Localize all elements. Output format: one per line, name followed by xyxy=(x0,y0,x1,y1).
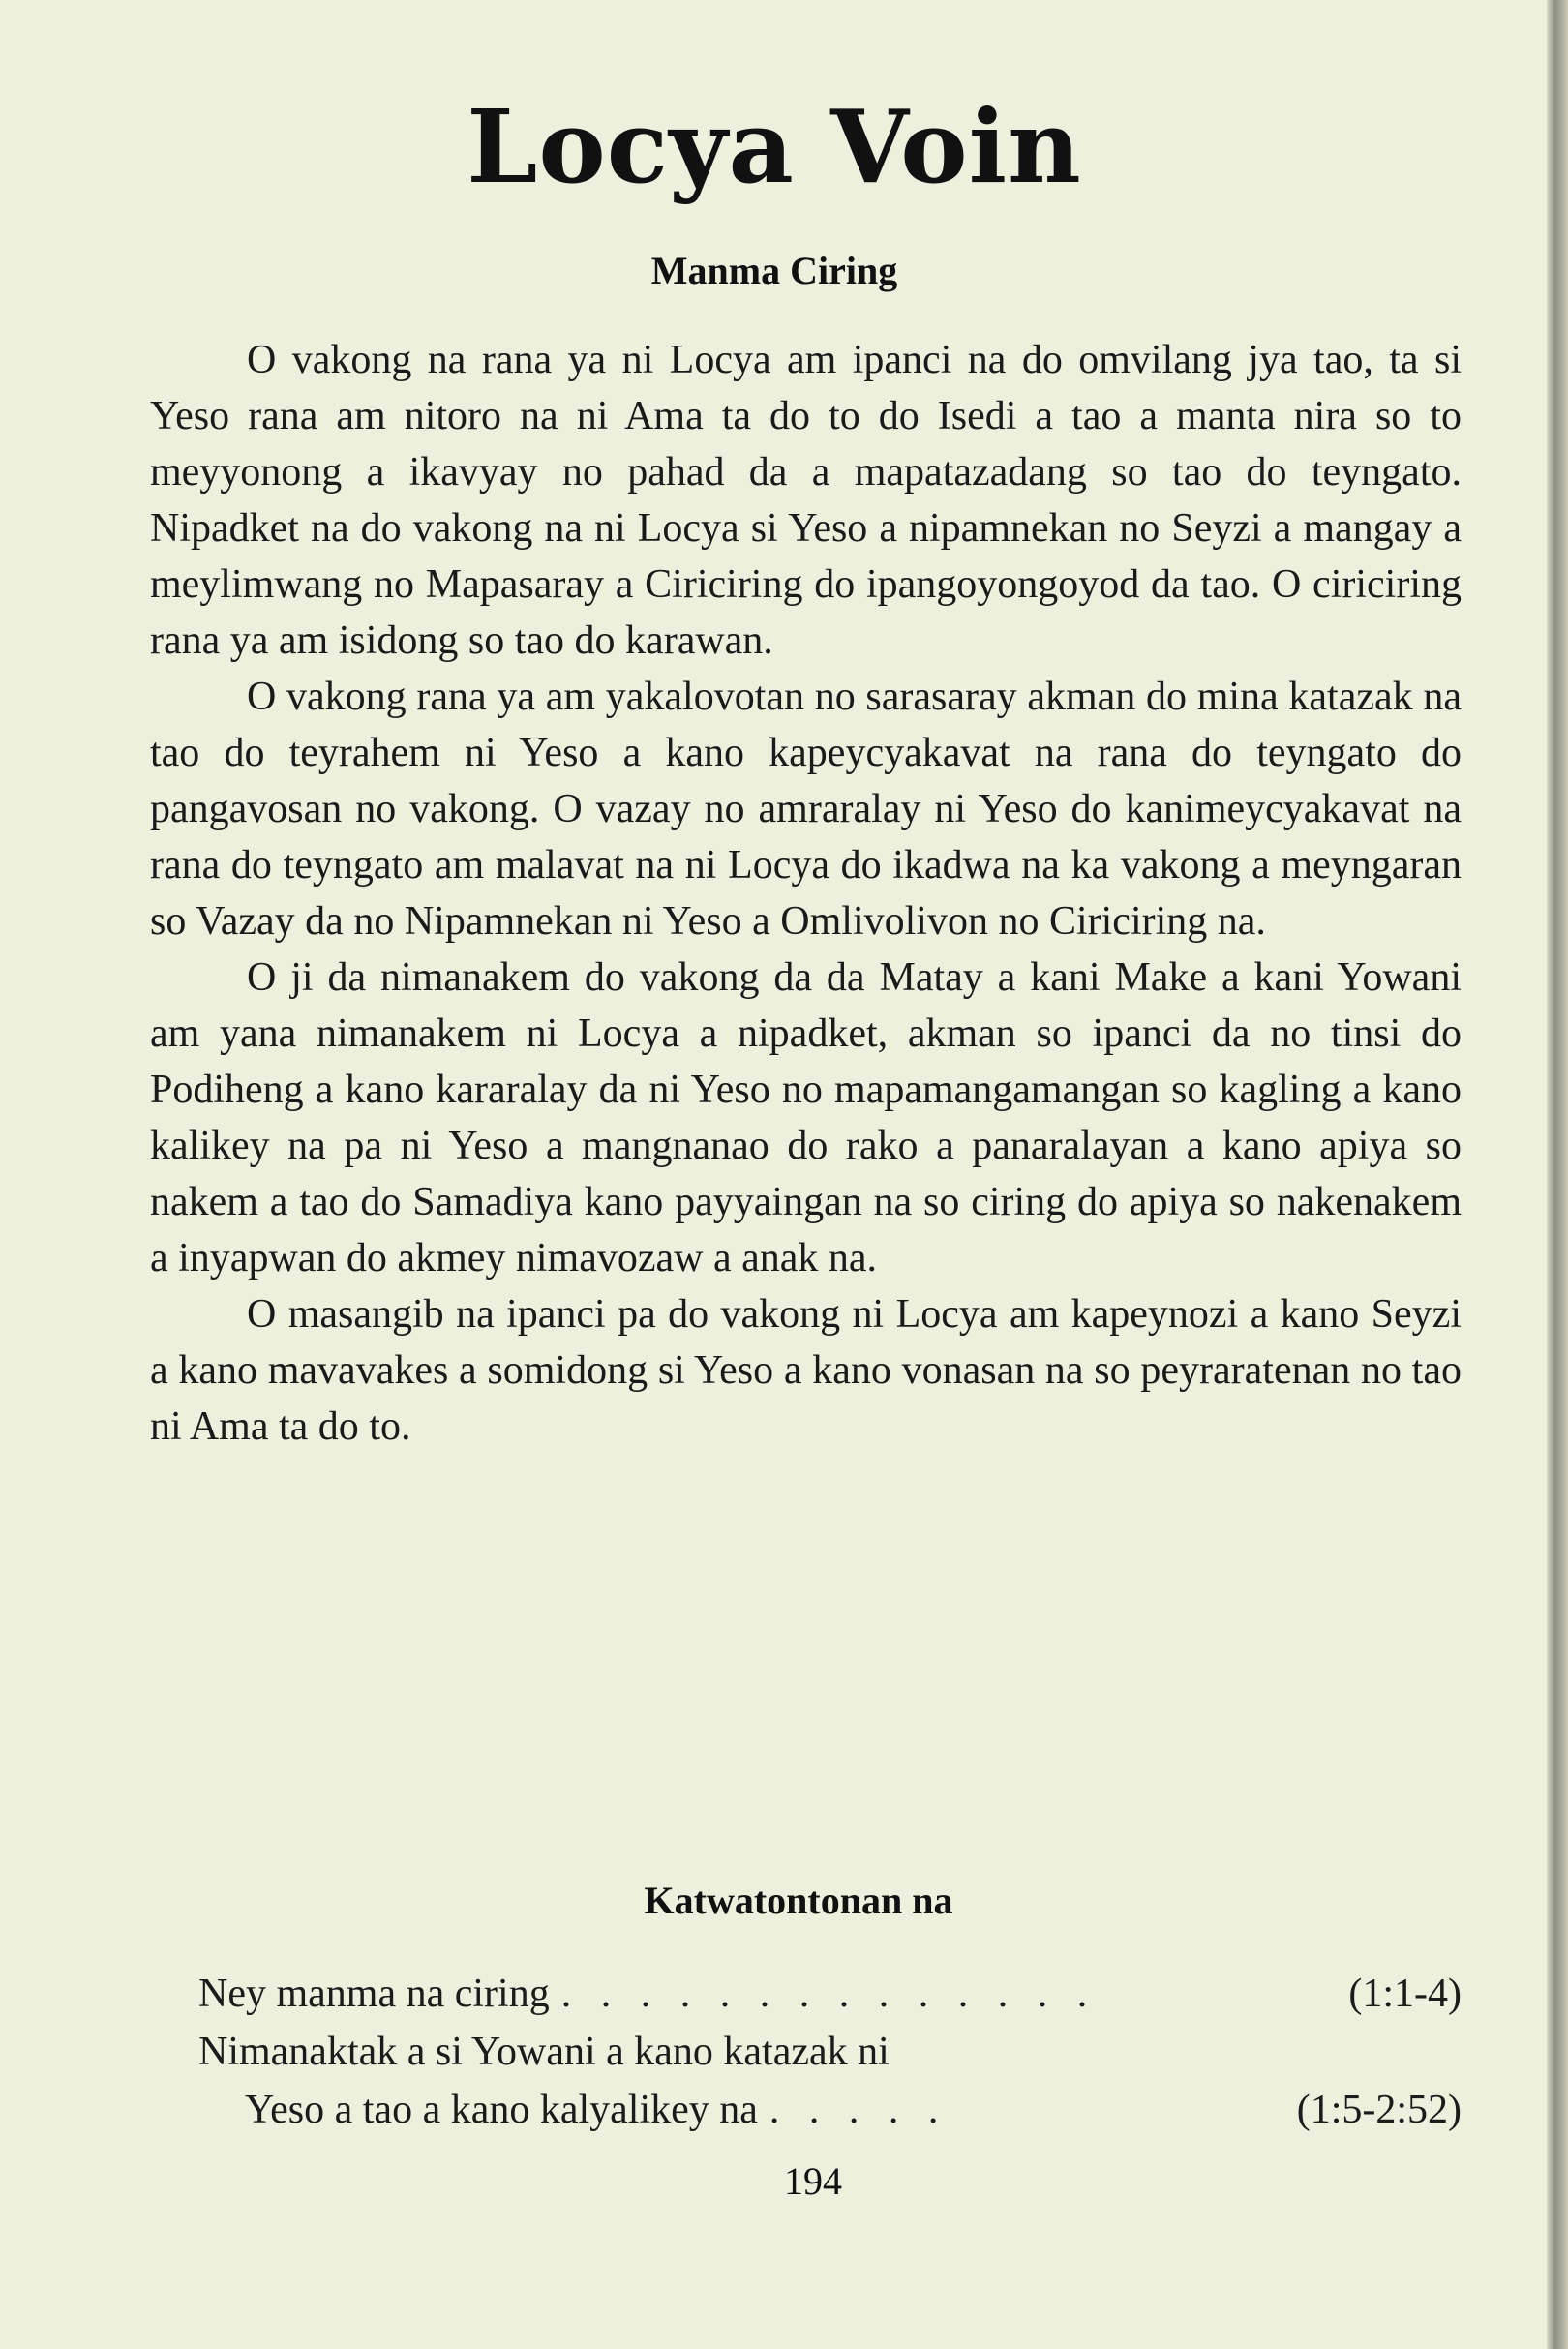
table-of-contents xyxy=(198,1965,1462,2139)
toc-entry xyxy=(198,1965,1462,2023)
toc-leader-dots: . . . . . . . . . . . . . . xyxy=(560,1972,1098,2016)
toc-entry-label: Nimanaktak a si Yowani a kano katazak ni xyxy=(198,2030,890,2074)
introduction-text xyxy=(150,332,1462,1455)
page-edge xyxy=(1547,0,1568,2349)
section-subtitle: Manma Ciring xyxy=(650,249,898,292)
page-number: 194 xyxy=(784,2159,842,2203)
toc-leader-dots: . . . . . xyxy=(769,2088,949,2132)
toc-entry-label: Yeso a tao a kano kalyalikey na xyxy=(245,2088,758,2132)
paragraph-3: O ji da nimanakem do vakong da da Matay a kani Make a kani Yowani am yana nimanakem ni Locya a nipadket, akman so ipanci da no tinsi do Podiheng a kano kararalay da ni Yeso no mapamangamangan so kagling a kano kalikey na pa ni Yeso a mangnanao do rako a panaralayan a kano apiya so nakem a tao do Samadiya kano payyaingan na so ciring do apiya so nakenakem a inyapwan do akmey nimavozaw a anak na. xyxy=(150,955,1462,1280)
toc-entry xyxy=(198,2023,1462,2081)
toc-heading: Katwatontonan na xyxy=(644,1879,953,1922)
toc-entry-continuation xyxy=(198,2081,1462,2139)
book-title: Locya Voin xyxy=(467,87,1082,206)
paragraph-1: O vakong na rana ya ni Locya am ipanci na do omvilang jya tao, ta si Yeso rana am nitoro na ni Ama ta do to do Isedi a tao a manta nira so to meyyonong a ikavyay no pahad da a mapatazadang so tao do teyngato. Nipadket na do vakong na ni Locya si Yeso a nipamnekan no Seyzi a mangay a meylimwang no Mapasaray a Ciriciring do ipangoyongoyod da tao. O ciriciring rana ya am isidong so tao do karawan. xyxy=(150,338,1462,663)
paragraph-4: O masangib na ipanci pa do vakong ni Locya am kapeynozi a kano Seyzi a kano mavavakes a somidong si Yeso a kano vonasan na so peyraratenan no tao ni Ama ta do to. xyxy=(150,1292,1462,1449)
paragraph-2: O vakong rana ya am yakalovotan no sarasaray akman do mina katazak na tao do teyrahem ni Yeso a kano kapeycyakavat na rana do teyngato do pangavosan no vakong. O vazay no amraralay ni Yeso do kanimeycyakavat na rana do teyngato am malavat na ni Locya do ikadwa na ka vakong a meyngaran so Vazay da no Nipamnekan ni Yeso a Omlivolivon no Ciriciring na. xyxy=(150,675,1462,944)
toc-entry-label: Ney manma na ciring xyxy=(198,1972,550,2016)
toc-entry-reference: (1:1-4) xyxy=(1348,1972,1462,2016)
toc-entry-reference: (1:5-2:52) xyxy=(1296,2088,1462,2132)
